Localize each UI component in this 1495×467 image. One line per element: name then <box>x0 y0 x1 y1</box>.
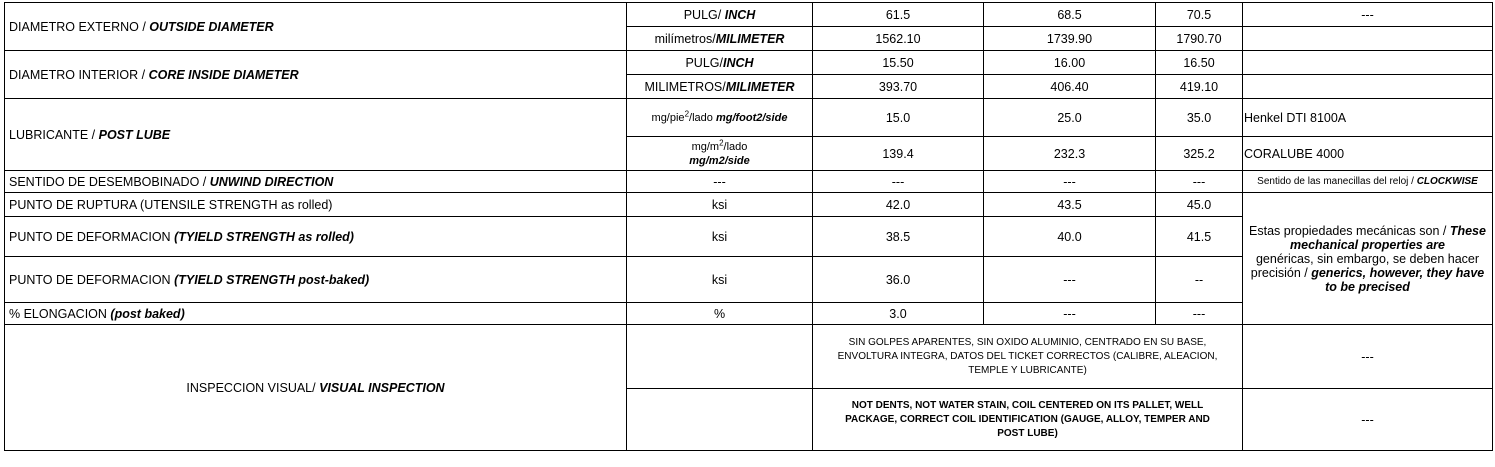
value-cell: 393.70 <box>813 75 984 99</box>
value-cell: 3.0 <box>813 303 984 325</box>
value-cell: 43.5 <box>984 193 1156 217</box>
note-cell: --- <box>1243 325 1493 389</box>
unit-en: mg/m2/side <box>689 154 750 167</box>
value-cell: 15.0 <box>813 99 984 137</box>
unit-en: MILIMETER <box>715 31 785 46</box>
note-es: Estas propiedades mecánicas son / <box>1249 223 1450 238</box>
value-cell: 15.50 <box>813 51 984 75</box>
label-en: OUTSIDE DIAMETER <box>149 19 274 34</box>
note-cell <box>1243 171 1493 193</box>
unit-mg-m2 <box>627 137 813 171</box>
label-yield-as-rolled <box>5 217 627 257</box>
note-es: genéricas, sin embargo, se deben hacer precisión / <box>1250 251 1480 280</box>
value-cell: 1739.90 <box>984 27 1156 51</box>
row-inside-diameter-inch <box>5 51 1493 75</box>
note-cell: CORALUBE 4000 <box>1243 137 1493 171</box>
value-cell: --- <box>984 257 1156 303</box>
label-outside-diameter <box>5 3 627 51</box>
row-tensile-strength <box>5 193 1493 217</box>
value-cell: 1562.10 <box>813 27 984 51</box>
value-cell: 16.00 <box>984 51 1156 75</box>
label-elongation <box>5 303 627 325</box>
label-es: PUNTO DE DEFORMACION <box>9 229 175 244</box>
specification-table <box>4 2 1493 451</box>
unit-cell: ksi <box>627 257 813 303</box>
label-es: LUBRICANTE / <box>9 127 99 142</box>
label-post-lube <box>5 99 627 171</box>
value-cell: -- <box>1156 257 1243 303</box>
unit-mg-foot <box>627 99 813 137</box>
note-cell: --- <box>1243 389 1493 451</box>
value-cell: 45.0 <box>1156 193 1243 217</box>
value-cell: 325.2 <box>1156 137 1243 171</box>
unit-sup: 2 <box>684 108 690 118</box>
unit-cell <box>627 325 813 389</box>
label-yield-post-baked <box>5 257 627 303</box>
value-cell: 16.50 <box>1156 51 1243 75</box>
value-cell: 139.4 <box>813 137 984 171</box>
label-es: INSPECCION VISUAL/ <box>186 380 320 395</box>
unit-es: MILIMETROS/ <box>644 79 726 94</box>
unit-en: INCH <box>724 7 756 22</box>
note-es: Sentido de las manecillas del reloj / <box>1257 175 1417 187</box>
unit-es: /lado <box>723 140 748 153</box>
value-cell: 25.0 <box>984 99 1156 137</box>
value-cell: 1790.70 <box>1156 27 1243 51</box>
row-unwind-direction <box>5 171 1493 193</box>
note-cell <box>1243 75 1493 99</box>
value-cell: 42.0 <box>813 193 984 217</box>
unit-cell: % <box>627 303 813 325</box>
unit-inch <box>627 51 813 75</box>
value-cell: 61.5 <box>813 3 984 27</box>
unit-mm <box>627 75 813 99</box>
label-en: POST LUBE <box>98 127 171 142</box>
note-cell <box>1243 27 1493 51</box>
value-cell: 68.5 <box>984 3 1156 27</box>
unit-es: PULG/ <box>685 55 723 70</box>
note-cell: Henkel DTI 8100A <box>1243 99 1493 137</box>
value-cell: 406.40 <box>984 75 1156 99</box>
unit-en: mg/foot2/side <box>715 111 788 124</box>
row-visual-inspection-es <box>5 325 1493 389</box>
unit-en: MILIMETER <box>725 79 795 94</box>
note-en: These mechanical properties are <box>1290 223 1486 252</box>
unit-cell: ksi <box>627 217 813 257</box>
unit-en: INCH <box>722 55 754 70</box>
value-cell: 419.10 <box>1156 75 1243 99</box>
label-es: PUNTO DE DEFORMACION <box>9 272 175 287</box>
value-cell: --- <box>1156 171 1243 193</box>
label-en: (TYIELD STRENGTH as rolled) <box>174 229 354 244</box>
value-cell: 36.0 <box>813 257 984 303</box>
unit-es: /lado <box>689 111 716 124</box>
value-cell: --- <box>813 171 984 193</box>
label-inside-diameter <box>5 51 627 99</box>
label-en: (TYIELD STRENGTH post-baked) <box>174 272 370 287</box>
visual-criteria-en: NOT DENTS, NOT WATER STAIN, COIL CENTERED ON ITS PALLET, WELL PACKAGE, CORRECT COIL IDENTIFICATION (GAUGE, ALLOY, TEMPER AND POST LUBE) <box>813 389 1243 451</box>
note-en: generics, however, they have to be precised <box>1311 265 1485 294</box>
row-outside-diameter-inch <box>5 3 1493 27</box>
label-es: % ELONGACION <box>9 306 111 321</box>
row-post-lube-foot <box>5 99 1493 137</box>
label-tensile-strength: PUNTO DE RUPTURA (UTENSILE STRENGTH as rolled) <box>5 193 627 217</box>
unit-cell: ksi <box>627 193 813 217</box>
value-cell: 35.0 <box>1156 99 1243 137</box>
value-cell: 40.0 <box>984 217 1156 257</box>
unit-mm <box>627 27 813 51</box>
unit-es: PULG/ <box>683 7 725 22</box>
value-cell: 38.5 <box>813 217 984 257</box>
label-es: DIAMETRO INTERIOR / <box>9 67 149 82</box>
mechanical-properties-note <box>1243 193 1493 325</box>
note-cell: --- <box>1243 3 1493 27</box>
label-en: CORE INSIDE DIAMETER <box>148 67 299 82</box>
value-cell: 232.3 <box>984 137 1156 171</box>
unit-cell <box>627 389 813 451</box>
value-cell: 70.5 <box>1156 3 1243 27</box>
unit-es: milímetros/ <box>654 31 716 46</box>
value-cell: --- <box>984 303 1156 325</box>
label-en: VISUAL INSPECTION <box>319 380 445 395</box>
label-en: UNWIND DIRECTION <box>209 174 334 189</box>
label-visual-inspection <box>5 325 627 451</box>
visual-criteria-es: SIN GOLPES APARENTES, SIN OXIDO ALUMINIO, CENTRADO EN SU BASE, ENVOLTURA INTEGRA, DATOS DEL TICKET CORRECTOS (CALIBRE, ALEACION, TEMPLE Y LUBRICANTE) <box>813 325 1243 389</box>
label-es: DIAMETRO EXTERNO / <box>9 19 150 34</box>
unit-es: mg/pie <box>651 111 685 124</box>
label-en: (post baked) <box>110 306 185 321</box>
note-en: CLOCKWISE <box>1416 175 1478 187</box>
unit-inch <box>627 3 813 27</box>
unit-cell: --- <box>627 171 813 193</box>
unit-es: mg/m <box>691 140 720 153</box>
label-unwind-direction <box>5 171 627 193</box>
note-cell <box>1243 51 1493 75</box>
value-cell: --- <box>984 171 1156 193</box>
label-es: SENTIDO DE DESEMBOBINADO / <box>9 174 210 189</box>
unit-sup: 2 <box>719 137 724 147</box>
value-cell: --- <box>1156 303 1243 325</box>
value-cell: 41.5 <box>1156 217 1243 257</box>
